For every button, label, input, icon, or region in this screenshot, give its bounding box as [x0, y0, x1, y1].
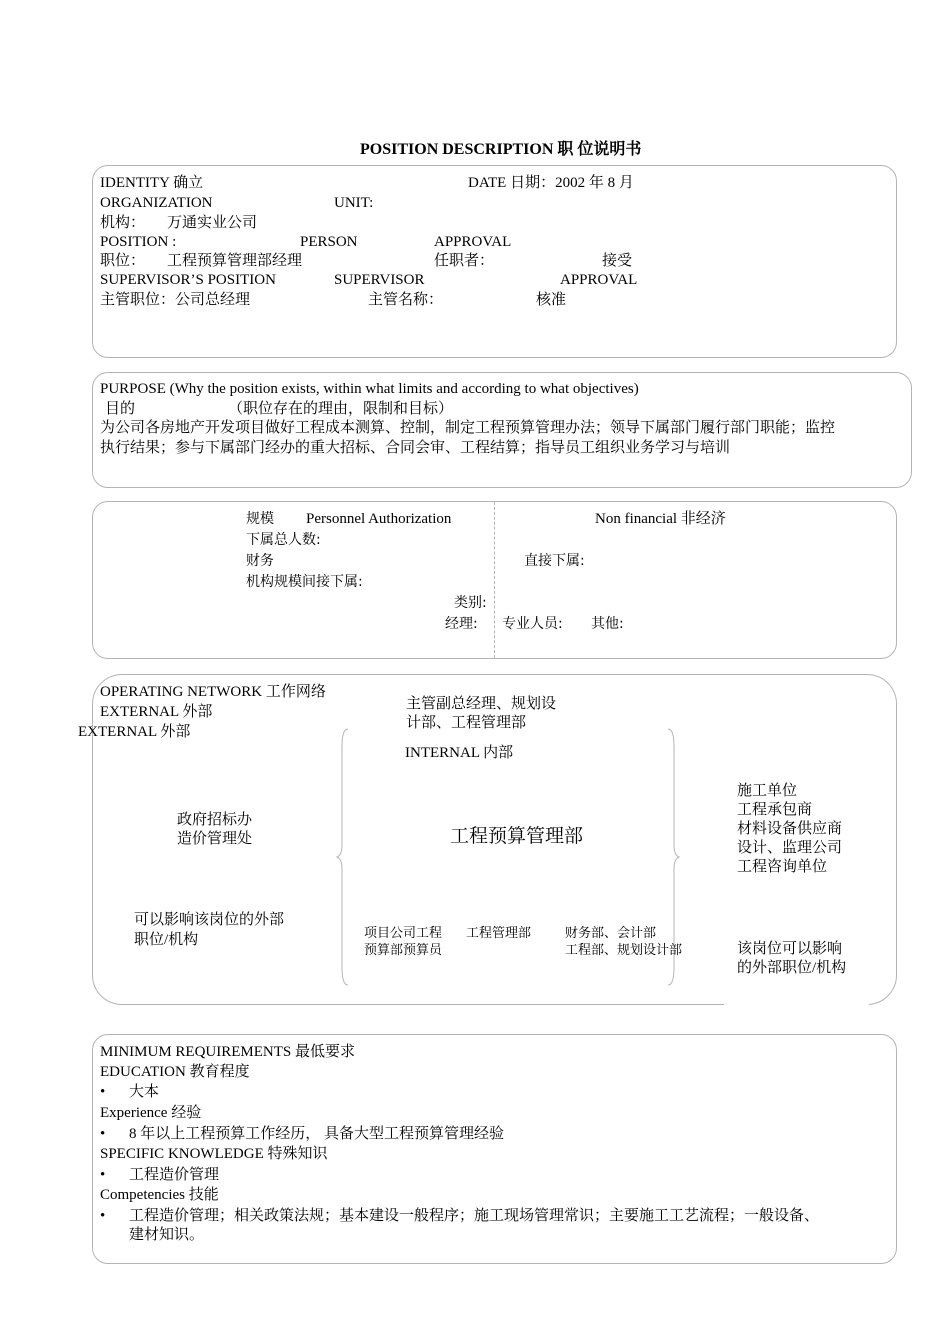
network-right-item: 设计、监理公司 — [737, 840, 843, 856]
network-right-bottom-1: 该岗位可以影响 — [737, 941, 843, 957]
organization-label: ORGANIZATION — [100, 195, 213, 211]
personnel-authorization-label: Personnel Authorization — [306, 511, 452, 527]
internal-label: INTERNAL 内部 — [405, 745, 514, 761]
network-top-line-2: 计部、工程管理部 — [406, 715, 527, 731]
network-mask — [724, 990, 869, 1010]
experience-label: Experience 经验 — [100, 1105, 202, 1121]
center-department: 工程预算管理部 — [450, 826, 584, 847]
org-scale-label: 机构规模间接下属: — [246, 574, 363, 590]
other-label: 其他: — [591, 616, 624, 632]
purpose-cn-desc: （职位存在的理由，限制和目标） — [228, 401, 454, 417]
knowledge-item: • 工程造价管理 — [129, 1166, 219, 1185]
experience-item: • 8 年以上工程预算工作经历， 具备大型工程预算管理经验 — [129, 1125, 504, 1144]
non-financial-label: Non financial 非经济 — [595, 511, 726, 527]
scale-label: 规模 — [246, 511, 274, 527]
finance-label: 财务 — [246, 553, 274, 569]
purpose-text-line-1: 为公司各房地产开发项目做好工程成本测算、控制，制定工程预算管理办法；领导下属部门履行部门职能；监控 — [100, 420, 836, 436]
subordinates-total-label: 下属总人数: — [246, 532, 321, 548]
network-right-bottom-2: 的外部职位/机构 — [737, 960, 847, 976]
supervisor-position-value: 主管职位：公司总经理 — [100, 292, 251, 308]
network-bottom-a-1: 项目公司工程 — [364, 925, 443, 940]
organization-value: 万通实业公司 — [167, 215, 258, 231]
competencies-item-line-1: • 工程造价管理；相关政策法规；基本建设一般程序；施工现场管理常识；主要施工工艺流程；一般设备、 — [129, 1207, 819, 1226]
approval-label-2: APPROVAL — [560, 272, 638, 288]
network-left-bottom-1: 可以影响该岗位的外部 — [134, 912, 285, 928]
category-label: 类别: — [454, 595, 487, 611]
approval-label: APPROVAL — [434, 234, 512, 250]
supervisor-position-label: SUPERVISOR’S POSITION — [100, 272, 276, 288]
network-left-bottom-2: 职位/机构 — [134, 932, 199, 948]
position-value: 工程预算管理部经理 — [167, 253, 303, 269]
approval-cn-label-2: 核准 — [536, 292, 567, 308]
identity-label: IDENTITY 确立 — [100, 175, 204, 191]
external-label-1: EXTERNAL 外部 — [100, 704, 213, 720]
education-item: • 大本 — [129, 1083, 159, 1102]
organization-cn-label: 机构： — [100, 215, 146, 231]
page-title: POSITION DESCRIPTION 职 位说明书 — [360, 141, 642, 158]
network-bottom-c-2: 工程部、规划设计部 — [565, 942, 683, 957]
manager-label: 经理: — [445, 616, 478, 632]
network-bottom-c-1: 财务部、会计部 — [565, 925, 657, 940]
date-field: DATE 日期：2002 年 8 月 — [468, 175, 634, 191]
position-cn-label: 职位： — [100, 253, 146, 269]
supervisor-cn-label: 主管名称： — [368, 292, 444, 308]
network-bottom-a-2: 预算部预算员 — [364, 942, 443, 957]
requirements-label: MINIMUM REQUIREMENTS 最低要求 — [100, 1044, 356, 1060]
purpose-label: PURPOSE (Why the position exists, within what limits and according to what objectives) — [100, 381, 639, 397]
network-left-line-2: 造价管理处 — [177, 831, 253, 847]
network-right-item: 工程咨询单位 — [737, 859, 828, 875]
direct-subordinates-label: 直接下属: — [524, 553, 585, 569]
network-top-line-1: 主管副总经理、规划设 — [406, 696, 557, 712]
scale-divider — [494, 502, 495, 658]
education-label: EDUCATION 教育程度 — [100, 1064, 250, 1080]
purpose-text-line-2: 执行结果；参与下属部门经办的重大招标、合同会审、工程结算；指导员工组织业务学习与培训 — [100, 440, 731, 456]
position-label: POSITION : — [100, 234, 177, 250]
network-label: OPERATING NETWORK 工作网络 — [100, 684, 326, 700]
network-right-item: 材料设备供应商 — [737, 821, 843, 837]
supervisor-label: SUPERVISOR — [334, 272, 425, 288]
person-cn-label: 任职者： — [434, 253, 495, 269]
person-label: PERSON — [300, 234, 358, 250]
network-left-line-1: 政府招标办 — [177, 812, 253, 828]
purpose-cn-label: 目的 — [105, 401, 136, 417]
approval-cn-label: 接受 — [602, 253, 633, 269]
professional-label: 专业人员: — [502, 616, 563, 632]
network-right-item: 工程承包商 — [737, 802, 813, 818]
unit-label: UNIT: — [334, 195, 374, 211]
external-label-2: EXTERNAL 外部 — [78, 724, 191, 740]
network-bottom-b: 工程管理部 — [466, 925, 532, 940]
competencies-label: Competencies 技能 — [100, 1187, 219, 1203]
network-right-item: 施工单位 — [737, 783, 798, 799]
competencies-item-line-2: 建材知识。 — [129, 1227, 205, 1243]
knowledge-label: SPECIFIC KNOWLEDGE 特殊知识 — [100, 1146, 328, 1162]
